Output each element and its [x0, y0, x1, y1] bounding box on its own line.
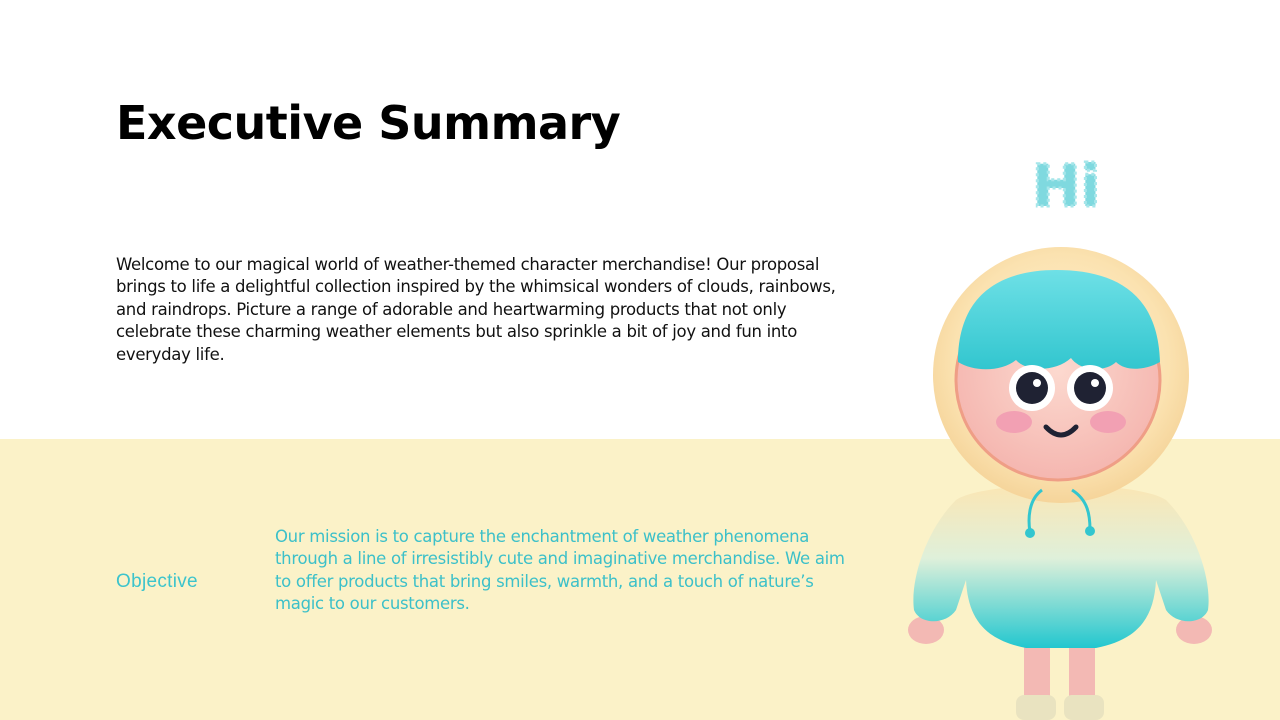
- objective-label: Objective: [116, 571, 198, 592]
- greeting-text: Hi: [1032, 152, 1101, 220]
- page-title: Executive Summary: [116, 96, 621, 150]
- objective-text: Our mission is to capture the enchantment of weather phenomena through a line of irresistibly cute and imaginative merchandise. We aim to offer products that bring smiles, warmth, and a touch of nature’s magic to our customers.: [275, 527, 845, 614]
- character-illustration: [896, 140, 1226, 720]
- intro-paragraph: Welcome to our magical world of weather-themed character merchandise! Our proposal brings to life a delightful collection inspired by the whimsical wonders of clouds, rainbows, and raindrops. Picture a range of adorable and heartwarming products that not only celebrate these charming weather elements but also sprinkle a bit of joy and fun into everyday life.: [116, 255, 836, 364]
- hooded-character-icon: [896, 140, 1226, 720]
